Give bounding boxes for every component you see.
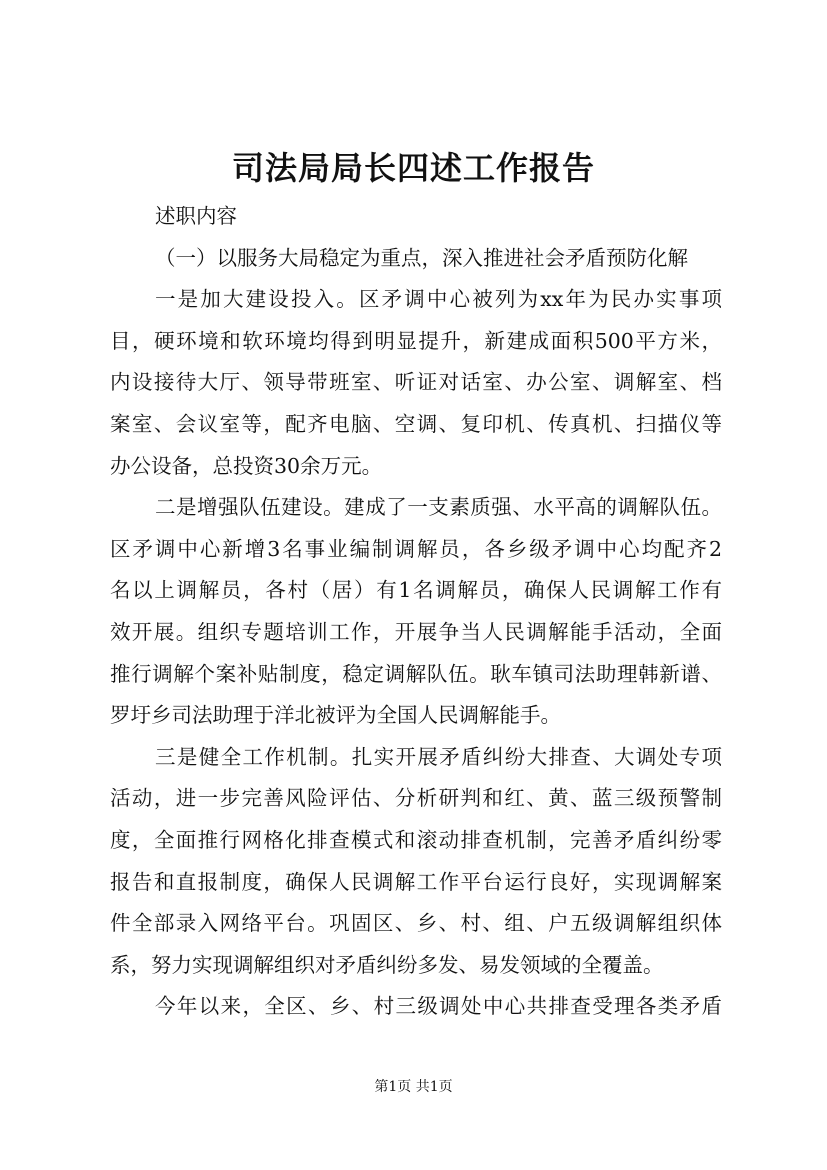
paragraph-line: 一是加大建设投入。区矛调中心被列为xx年为民办实事项 [155, 287, 722, 312]
paragraph-line: 区矛调中心新增3名事业编制调解员，各乡级矛调中心均配齐2 [110, 536, 722, 561]
paragraph-line: 二是增强队伍建设。建成了一支素质强、水平高的调解队伍。 [155, 495, 722, 520]
document-title: 司法局局长四述工作报告 [231, 149, 595, 187]
paragraph-line: 度，全面推行网格化排查模式和滚动排查机制，完善矛盾纠纷零 [110, 827, 722, 852]
paragraph-line: 推行调解个案补贴制度，稳定调解队伍。耿车镇司法助理韩新谱、 [110, 661, 722, 686]
document-body [110, 196, 722, 1028]
paragraph-line: 今年以来，全区、乡、村三级调处中心共排查受理各类矛盾 [155, 994, 722, 1019]
paragraph-line: 件全部录入网络平台。巩固区、乡、村、组、户五级调解组织体 [110, 911, 722, 936]
paragraph-line: 目，硬环境和软环境均得到明显提升，新建成面积500平方米， [110, 328, 722, 353]
page-footer: 第1页 共1页 [374, 1079, 453, 1095]
paragraph-line: 三是健全工作机制。扎实开展矛盾纠纷大排查、大调处专项 [155, 744, 722, 769]
section-heading: 述职内容 [155, 204, 237, 228]
paragraph-line: 效开展。组织专题培训工作，开展争当人民调解能手活动，全面 [110, 619, 722, 644]
paragraph-line: 罗圩乡司法助理于洋北被评为全国人民调解能手。 [110, 703, 561, 728]
paragraph-line: 内设接待大厅、领导带班室、听证对话室、办公室、调解室、档 [110, 370, 722, 395]
paragraph-line: 报告和直报制度，确保人民调解工作平台运行良好，实现调解案 [110, 869, 722, 894]
paragraph-line: 办公设备，总投资30余万元。 [110, 453, 383, 478]
paragraph-line: 案室、会议室等，配齐电脑、空调、复印机、传真机、扫描仪等 [110, 411, 722, 436]
paragraph-line: 名以上调解员，各村（居）有1名调解员，确保人民调解工作有 [110, 578, 722, 603]
paragraph-line: 系，努力实现调解组织对矛盾纠纷多发、易发领域的全覆盖。 [110, 952, 664, 977]
subsection-heading: （一）以服务大局稳定为重点，深入推进社会矛盾预防化解 [155, 245, 688, 270]
paragraph-line: 活动，进一步完善风险评估、分析研判和红、黄、蓝三级预警制 [110, 786, 722, 811]
